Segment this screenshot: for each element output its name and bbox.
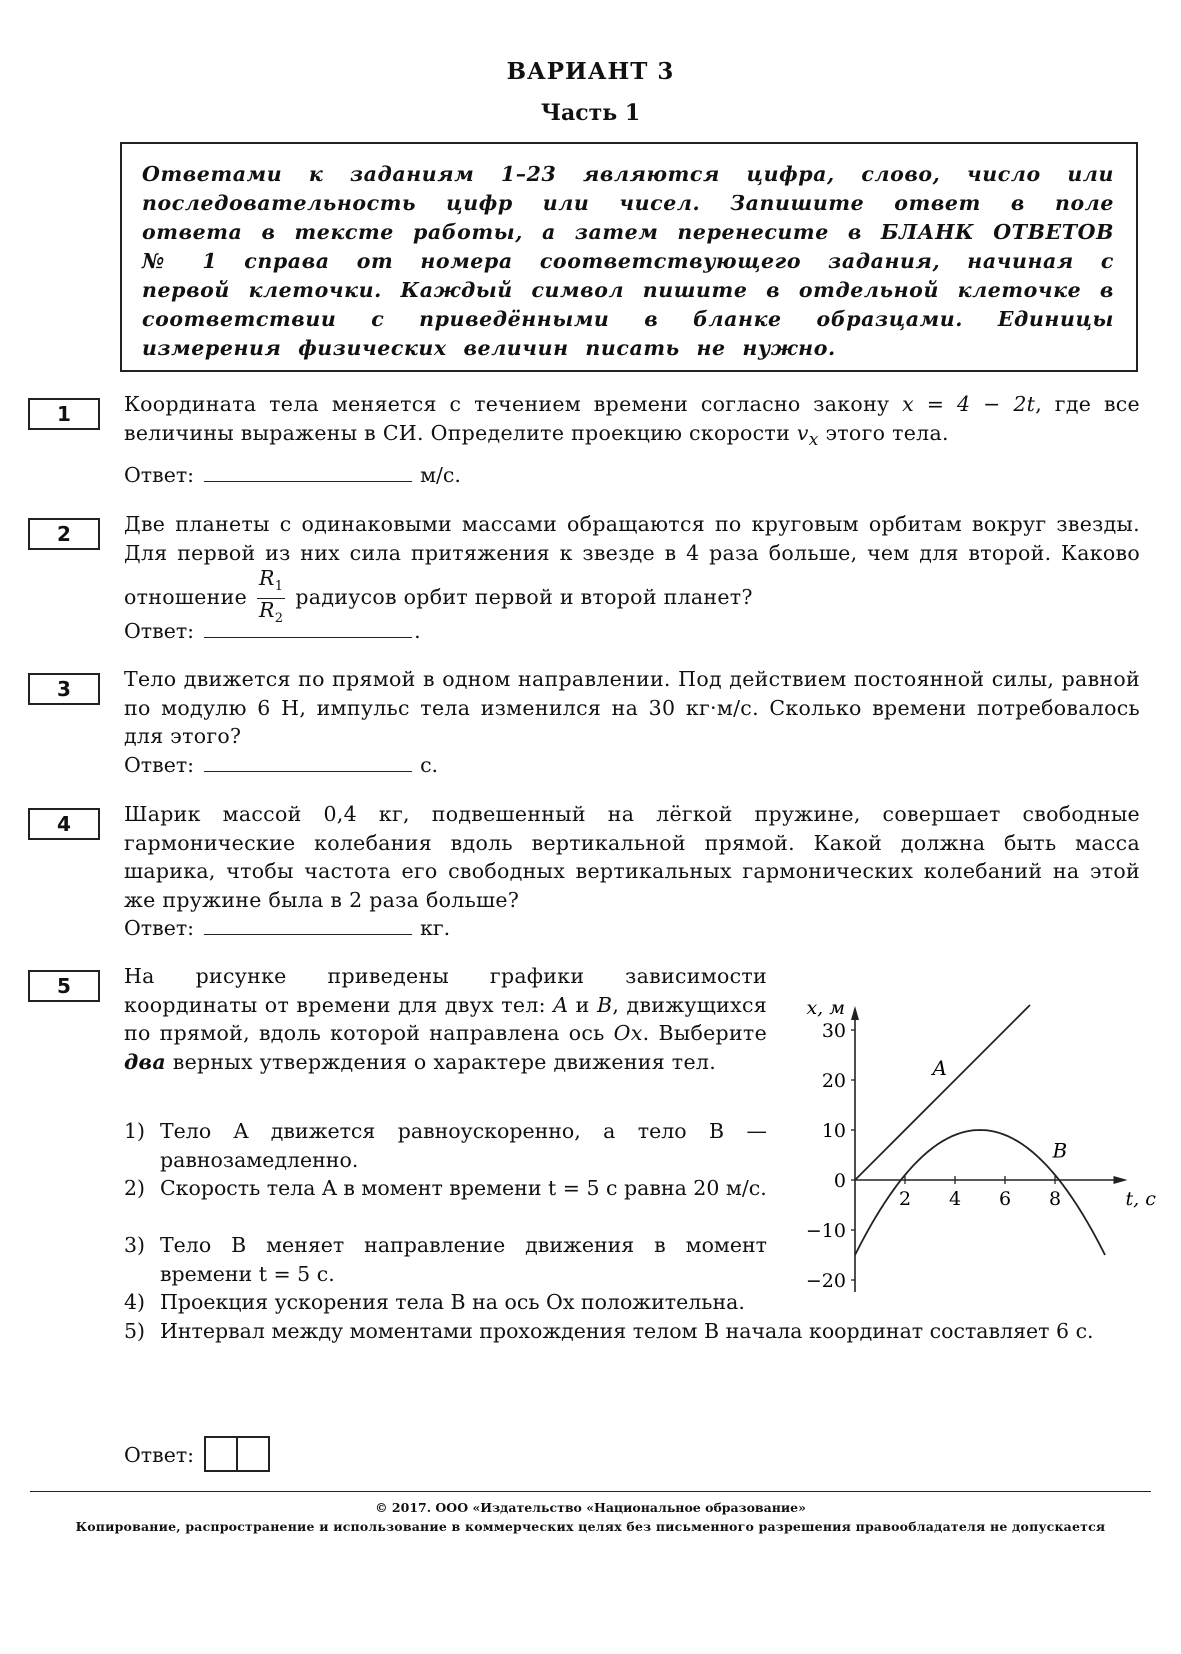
task-2-answer: Ответ: . (124, 619, 421, 643)
answer-box-1[interactable] (204, 1436, 238, 1472)
footer-copyright: © 2017. ООО «Издательство «Национальное образование» (375, 1500, 806, 1515)
task-3-text: Тело движется по прямой в одном направлении. Под действием постоянной силы, равной по модулю 6 Н, импульс тела изменился на 30 кг·м/с. Сколько времени потребовалось для этого? (124, 667, 1140, 748)
task-4-text: Шарик массой 0,4 кг, подвешенный на лёгкой пружине, совершает свободные гармонические колебания вдоль вертикальной прямой. Какой должна быть масса шарика, чтобы частота его свободных вертикальных гармонических колебаний на этой же пружине была в 2 раза больше? (124, 802, 1140, 912)
footer-rule (30, 1491, 1151, 1492)
y-tick-label: 10 (821, 1120, 846, 1142)
series-line-A (855, 1005, 1030, 1180)
y-tick-label: −20 (805, 1270, 846, 1292)
series-label-A: A (932, 1056, 947, 1080)
variant-title: ВАРИАНТ 3 (506, 58, 675, 85)
answer-box-2[interactable] (236, 1436, 270, 1472)
series-line-B (855, 1130, 1105, 1255)
x-axis-arrow (1114, 1176, 1128, 1184)
task-1-formula: x = 4 − 2t (902, 392, 1036, 416)
coordinate-time-chart (790, 985, 1160, 1310)
answer-line[interactable] (204, 916, 412, 935)
x-tick-label: 2 (898, 1188, 912, 1210)
answer-boxes[interactable] (204, 1436, 270, 1477)
x-tick-label: 6 (998, 1188, 1012, 1210)
answer-line[interactable] (204, 619, 412, 638)
task-4-answer: Ответ: кг. (124, 916, 451, 940)
footer-notice: Копирование, распространение и использование в коммерческих целях без письменного разрешения правообладателя не допускается (75, 1519, 1106, 1534)
y-tick-label: 20 (821, 1070, 846, 1092)
task-5-answer: Ответ: (124, 1436, 270, 1477)
task-number-4: 4 (28, 808, 100, 840)
radius-ratio-fraction: $\frac{R_1}{R_2}$ (259, 566, 284, 627)
task-number-5: 5 (28, 970, 100, 1002)
task-number-3: 3 (28, 673, 100, 705)
x-tick-label: 4 (948, 1188, 962, 1210)
y-tick-label: 30 (821, 1020, 846, 1042)
y-tick-label: −10 (805, 1220, 846, 1242)
part-title: Часть 1 (540, 100, 641, 126)
task-1-answer: Ответ: м/с. (124, 463, 461, 487)
series-label-B: B (1052, 1138, 1068, 1163)
task-5-text: На рисунке приведены графики зависимости координаты от времени для двух тел: A и B, движущихся по прямой, вдоль которой направлена ось Ox. Выберите два верных утверждения о характере движения тел. (124, 964, 767, 1074)
task-3-answer: Ответ: с. (124, 753, 439, 777)
x-tick-label: 8 (1048, 1188, 1062, 1210)
task-1-text: Координата тела меняется с течением времени согласно закону x = 4 − 2t, где все величины выражены в СИ. Определите проекцию скорости $v_x$ этого тела. (124, 392, 1140, 450)
x-axis-label: t, с (1125, 1188, 1156, 1210)
instructions-box: Ответами к заданиям 1–23 являются цифра, слово, число или последовательность цифр или чисел. Запишите ответ в поле ответа в тексте работы, а затем перенесите в БЛАНК ОТВЕТОВ № 1 справа от номера соответствующего задания, начиная с первой клеточки. Каждый символ пишите в отдельной клеточке в соответствии с приведёнными в бланке образцами. Единицы измерения физических величин писать не нужно. (120, 142, 1138, 372)
task-number-2: 2 (28, 518, 100, 550)
y-tick-label: 0 (833, 1170, 846, 1192)
y-axis-arrow (851, 1006, 859, 1020)
y-axis-label: x, м (806, 997, 845, 1019)
task-number-1: 1 (28, 398, 100, 430)
task-2-text: Две планеты с одинаковыми массами обращаются по круговым орбитам вокруг звезды. Для первой из них сила притяжения к звезде в 4 раза больше, чем для второй. Каково отношение $\frac{R_1}{R_2}$ радиусов орбит первой и второй планет? (124, 510, 1140, 630)
answer-line[interactable] (204, 753, 412, 772)
answer-line[interactable] (204, 463, 412, 482)
